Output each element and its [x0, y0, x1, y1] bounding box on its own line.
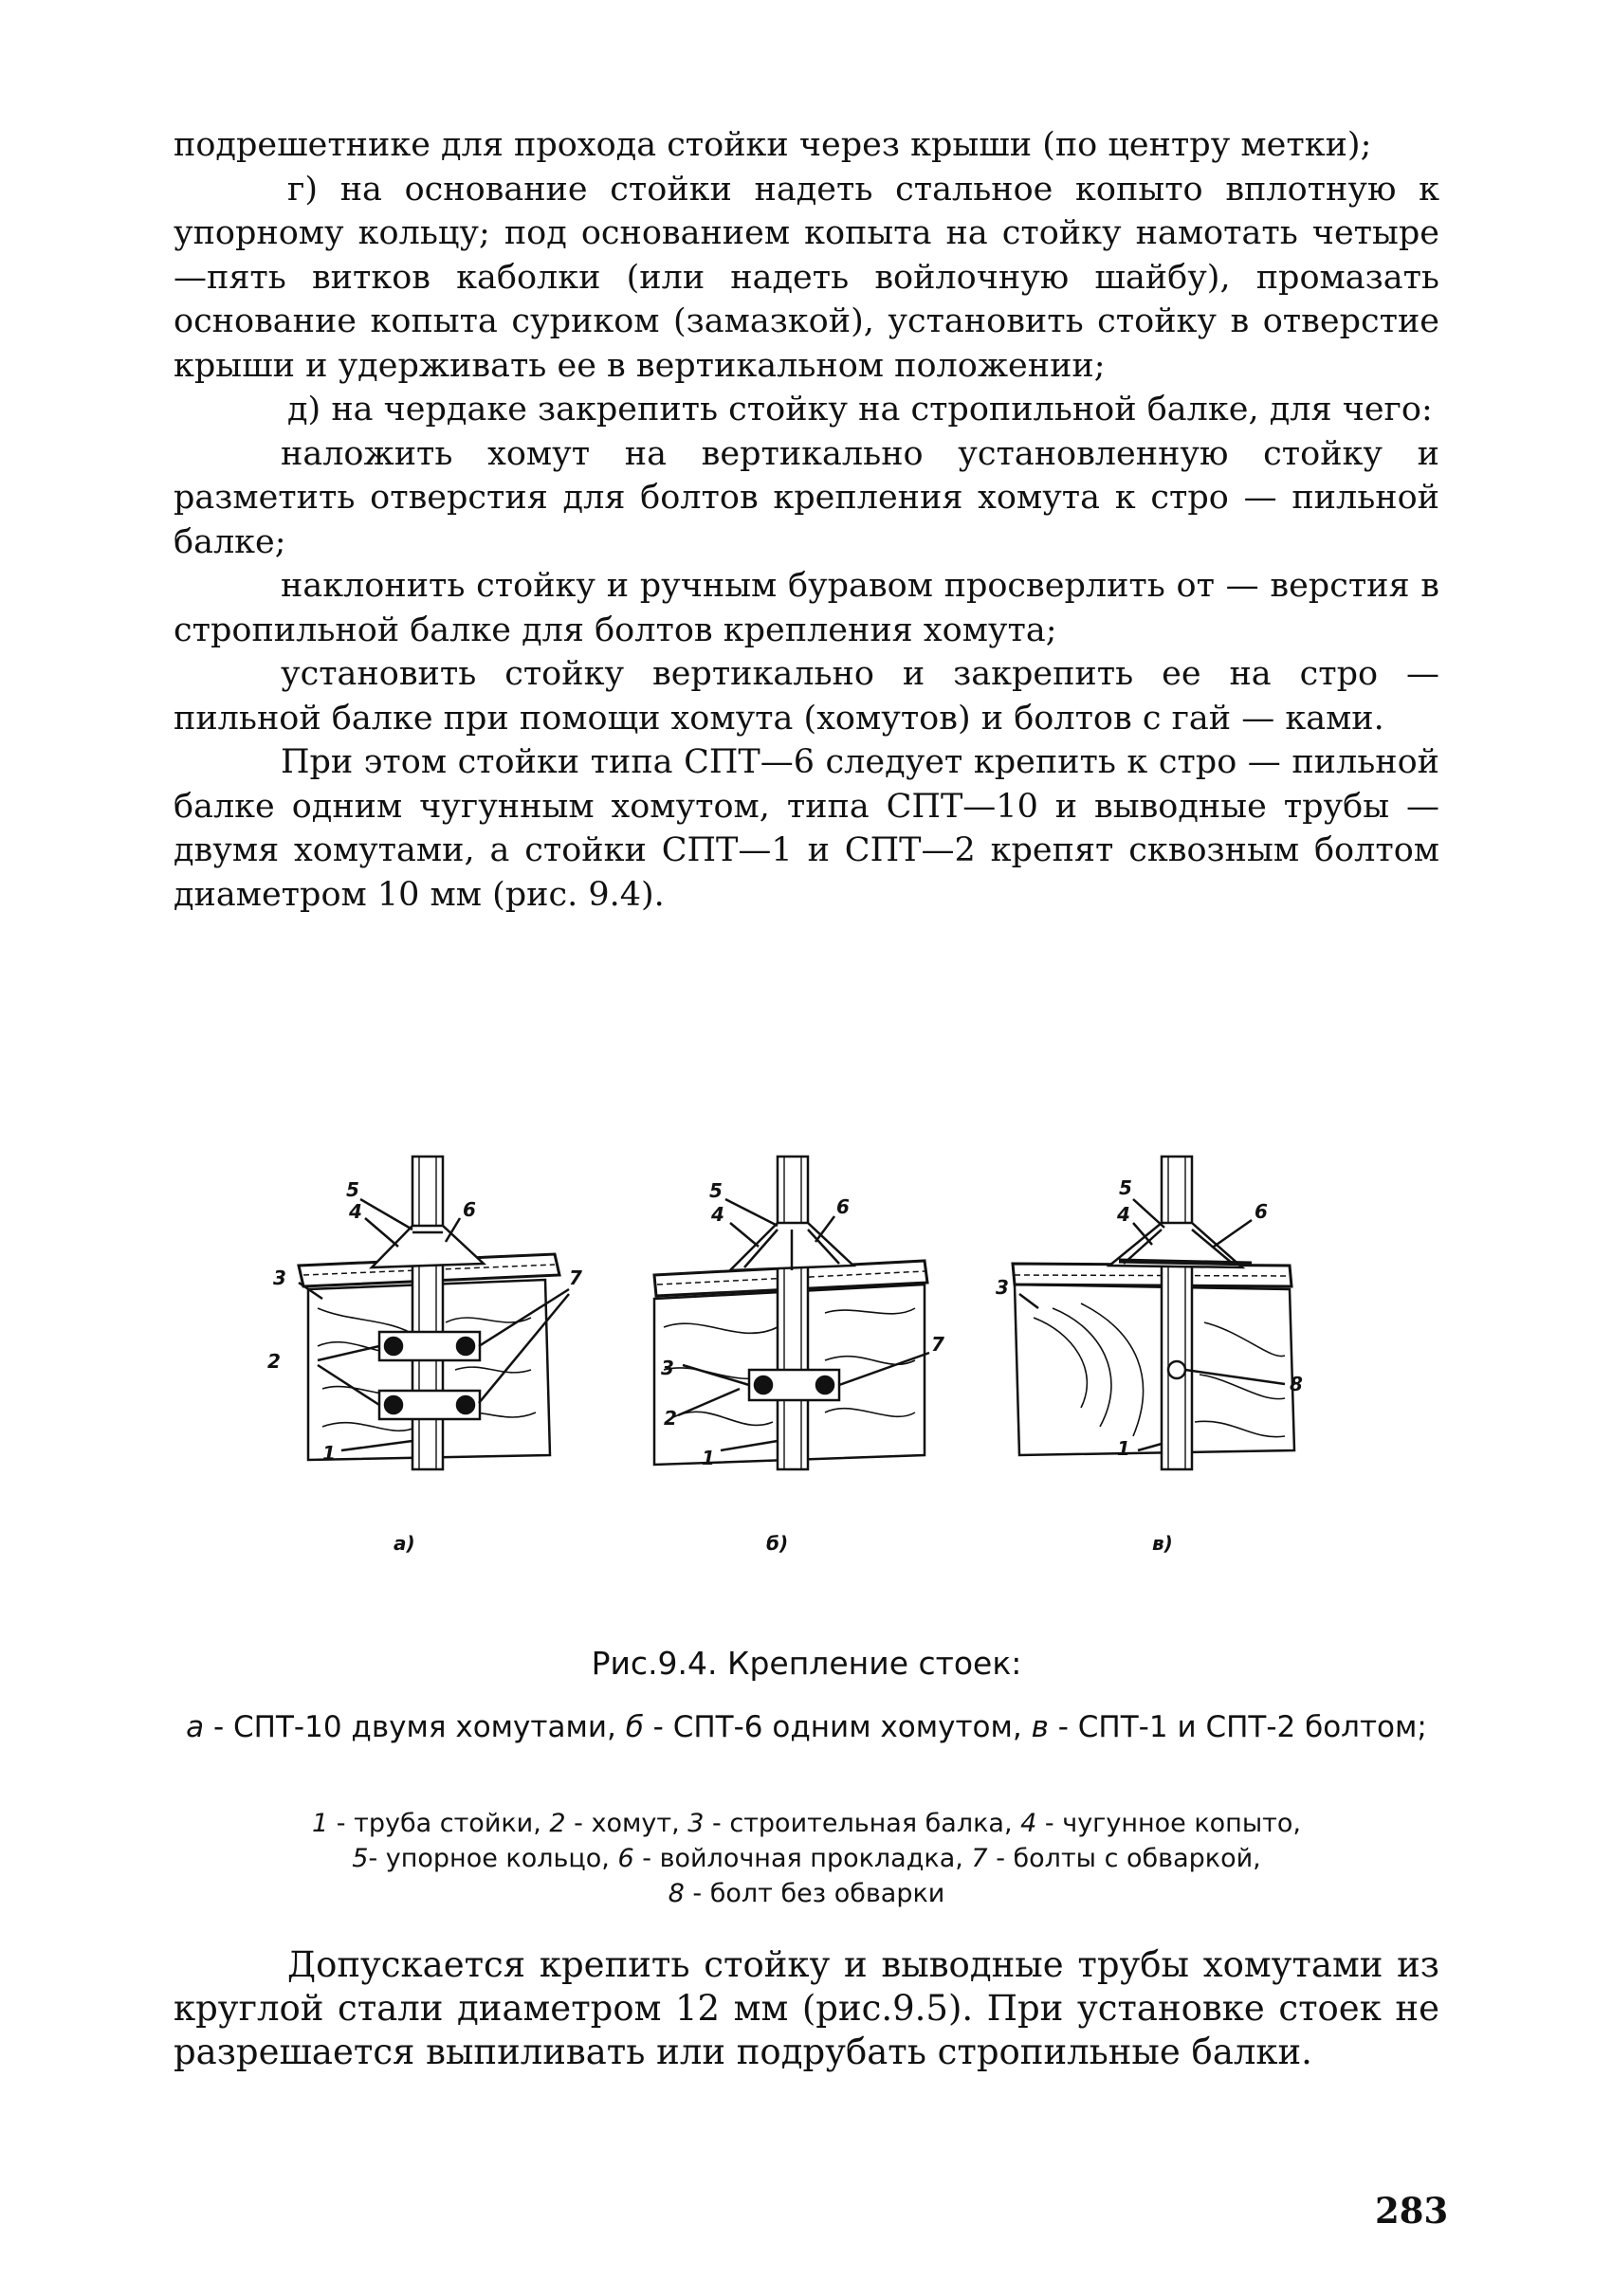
panel-a-drawing [299, 1157, 569, 1469]
paragraph: наклонить стойку и ручным буравом просверлить от — верстия в стропильной балке для болтов крепления хомута; [174, 567, 1439, 649]
legend-num: 1 [312, 1809, 329, 1838]
callout-label: 6 [1255, 1200, 1268, 1223]
variant-text: - СПТ-1 и СПТ-2 болтом; [1048, 1710, 1427, 1744]
legend-text: - войлочная прокладка, [633, 1844, 972, 1873]
paragraph: наложить хомут на вертикально установленную стойку и разметить отверстия для болтов крепления хомута к стро — пильной балке; [174, 434, 1439, 561]
callout-label: 5 [709, 1179, 723, 1202]
legend-text: - упорное кольцо, [368, 1844, 618, 1873]
callout-label: 2 [664, 1407, 677, 1430]
legend-text: - болт без обварки [684, 1879, 945, 1908]
paragraph: подрешетнике для прохода стойки через крыши (по центру метки); [174, 126, 1372, 164]
callout-label: 7 [931, 1333, 944, 1356]
legend-num: 8 [668, 1879, 685, 1908]
callout-label: 4 [349, 1200, 362, 1223]
legend-text: - хомут, [565, 1809, 688, 1838]
variant-text: - СПТ-10 двумя хомутами, [204, 1710, 626, 1744]
callout-label: 6 [836, 1195, 850, 1218]
paragraph: г) на основание стойки надеть стальное копыто вплотную к упорному кольцу; под основанием копыта на стойку намотать четыре—пять витков каболки (или надеть войлочную шайбу), промазать основание копыта суриком (замазкой), установить стойку в отверстие крыши и удерживать ее в вертикальном положении; [174, 170, 1439, 385]
panel-letter-b: б) [766, 1532, 789, 1555]
figure-caption-variants [174, 1706, 1439, 1748]
paragraph: д) на чердаке закрепить стойку на стропильной балке, для чего: [287, 391, 1433, 428]
callout-label: 3 [661, 1357, 674, 1379]
legend-num: 5 [352, 1844, 369, 1873]
variant-key: в [1031, 1710, 1049, 1744]
callout-label: 3 [996, 1276, 1009, 1299]
paragraph: установить стойку вертикально и закрепить ее на стро — пильной балке при помощи хомута (хомутов) и болтов с гай — ками. [174, 655, 1439, 738]
callout-label: 3 [273, 1266, 286, 1289]
figure-legend [174, 1806, 1439, 1911]
legend-num: 3 [687, 1809, 705, 1838]
legend-text: - строительная балка, [704, 1809, 1021, 1838]
panel-letter-a: а) [394, 1532, 415, 1555]
legend-num: 7 [971, 1844, 988, 1873]
legend-text: - чугунное копыто, [1036, 1809, 1301, 1838]
legend-num: 4 [1020, 1809, 1037, 1838]
figure-caption-title: Рис.9.4. Крепление стоек: [591, 1645, 1022, 1682]
figure-9-4 [247, 1142, 1441, 1578]
paragraph: Допускается крепить стойку и выводные трубы хомутами из круглой стали диаметром 12 мм (рис.9.5). При установке стоек не разрешается выпиливать или подрубать стропильные балки. [174, 1944, 1439, 2072]
legend-text: - труба стойки, [328, 1809, 550, 1838]
variant-key: б [625, 1710, 644, 1744]
variant-key: а [186, 1710, 205, 1744]
callout-label: 2 [267, 1350, 281, 1373]
callout-label: 1 [1117, 1437, 1130, 1460]
callout-label: 5 [346, 1178, 359, 1201]
callout-label: 4 [1117, 1203, 1130, 1226]
panel-c-drawing [1013, 1157, 1294, 1469]
callout-label: 7 [569, 1266, 582, 1289]
legend-num: 2 [549, 1809, 566, 1838]
paragraph: При этом стойки типа СПТ—6 следует крепить к стро — пильной балке одним чугунным хомутом, типа СПТ—10 и выводные трубы — двумя хомутами, а стойки СПТ—1 и СПТ—2 крепят сквозным болтом диаметром 10 мм (рис. 9.4). [174, 743, 1439, 914]
legend-num: 6 [617, 1844, 634, 1873]
panel-b-drawing [654, 1157, 929, 1469]
callout-label: 4 [711, 1203, 724, 1226]
panel-letter-c: в) [1152, 1532, 1173, 1555]
callout-label: 6 [463, 1198, 476, 1221]
page-number: 283 [1375, 2190, 1449, 2232]
closing-paragraph [174, 1943, 1439, 2074]
callout-label: 1 [322, 1442, 336, 1465]
callout-label: 5 [1119, 1176, 1132, 1199]
mounting-diagram [247, 1142, 1441, 1578]
callout-label: 1 [702, 1447, 715, 1469]
legend-text: - болты с обваркой, [987, 1844, 1261, 1873]
variant-text: - СПТ-6 одним хомутом, [643, 1710, 1032, 1744]
callout-label: 8 [1290, 1373, 1303, 1395]
body-text [174, 123, 1439, 917]
